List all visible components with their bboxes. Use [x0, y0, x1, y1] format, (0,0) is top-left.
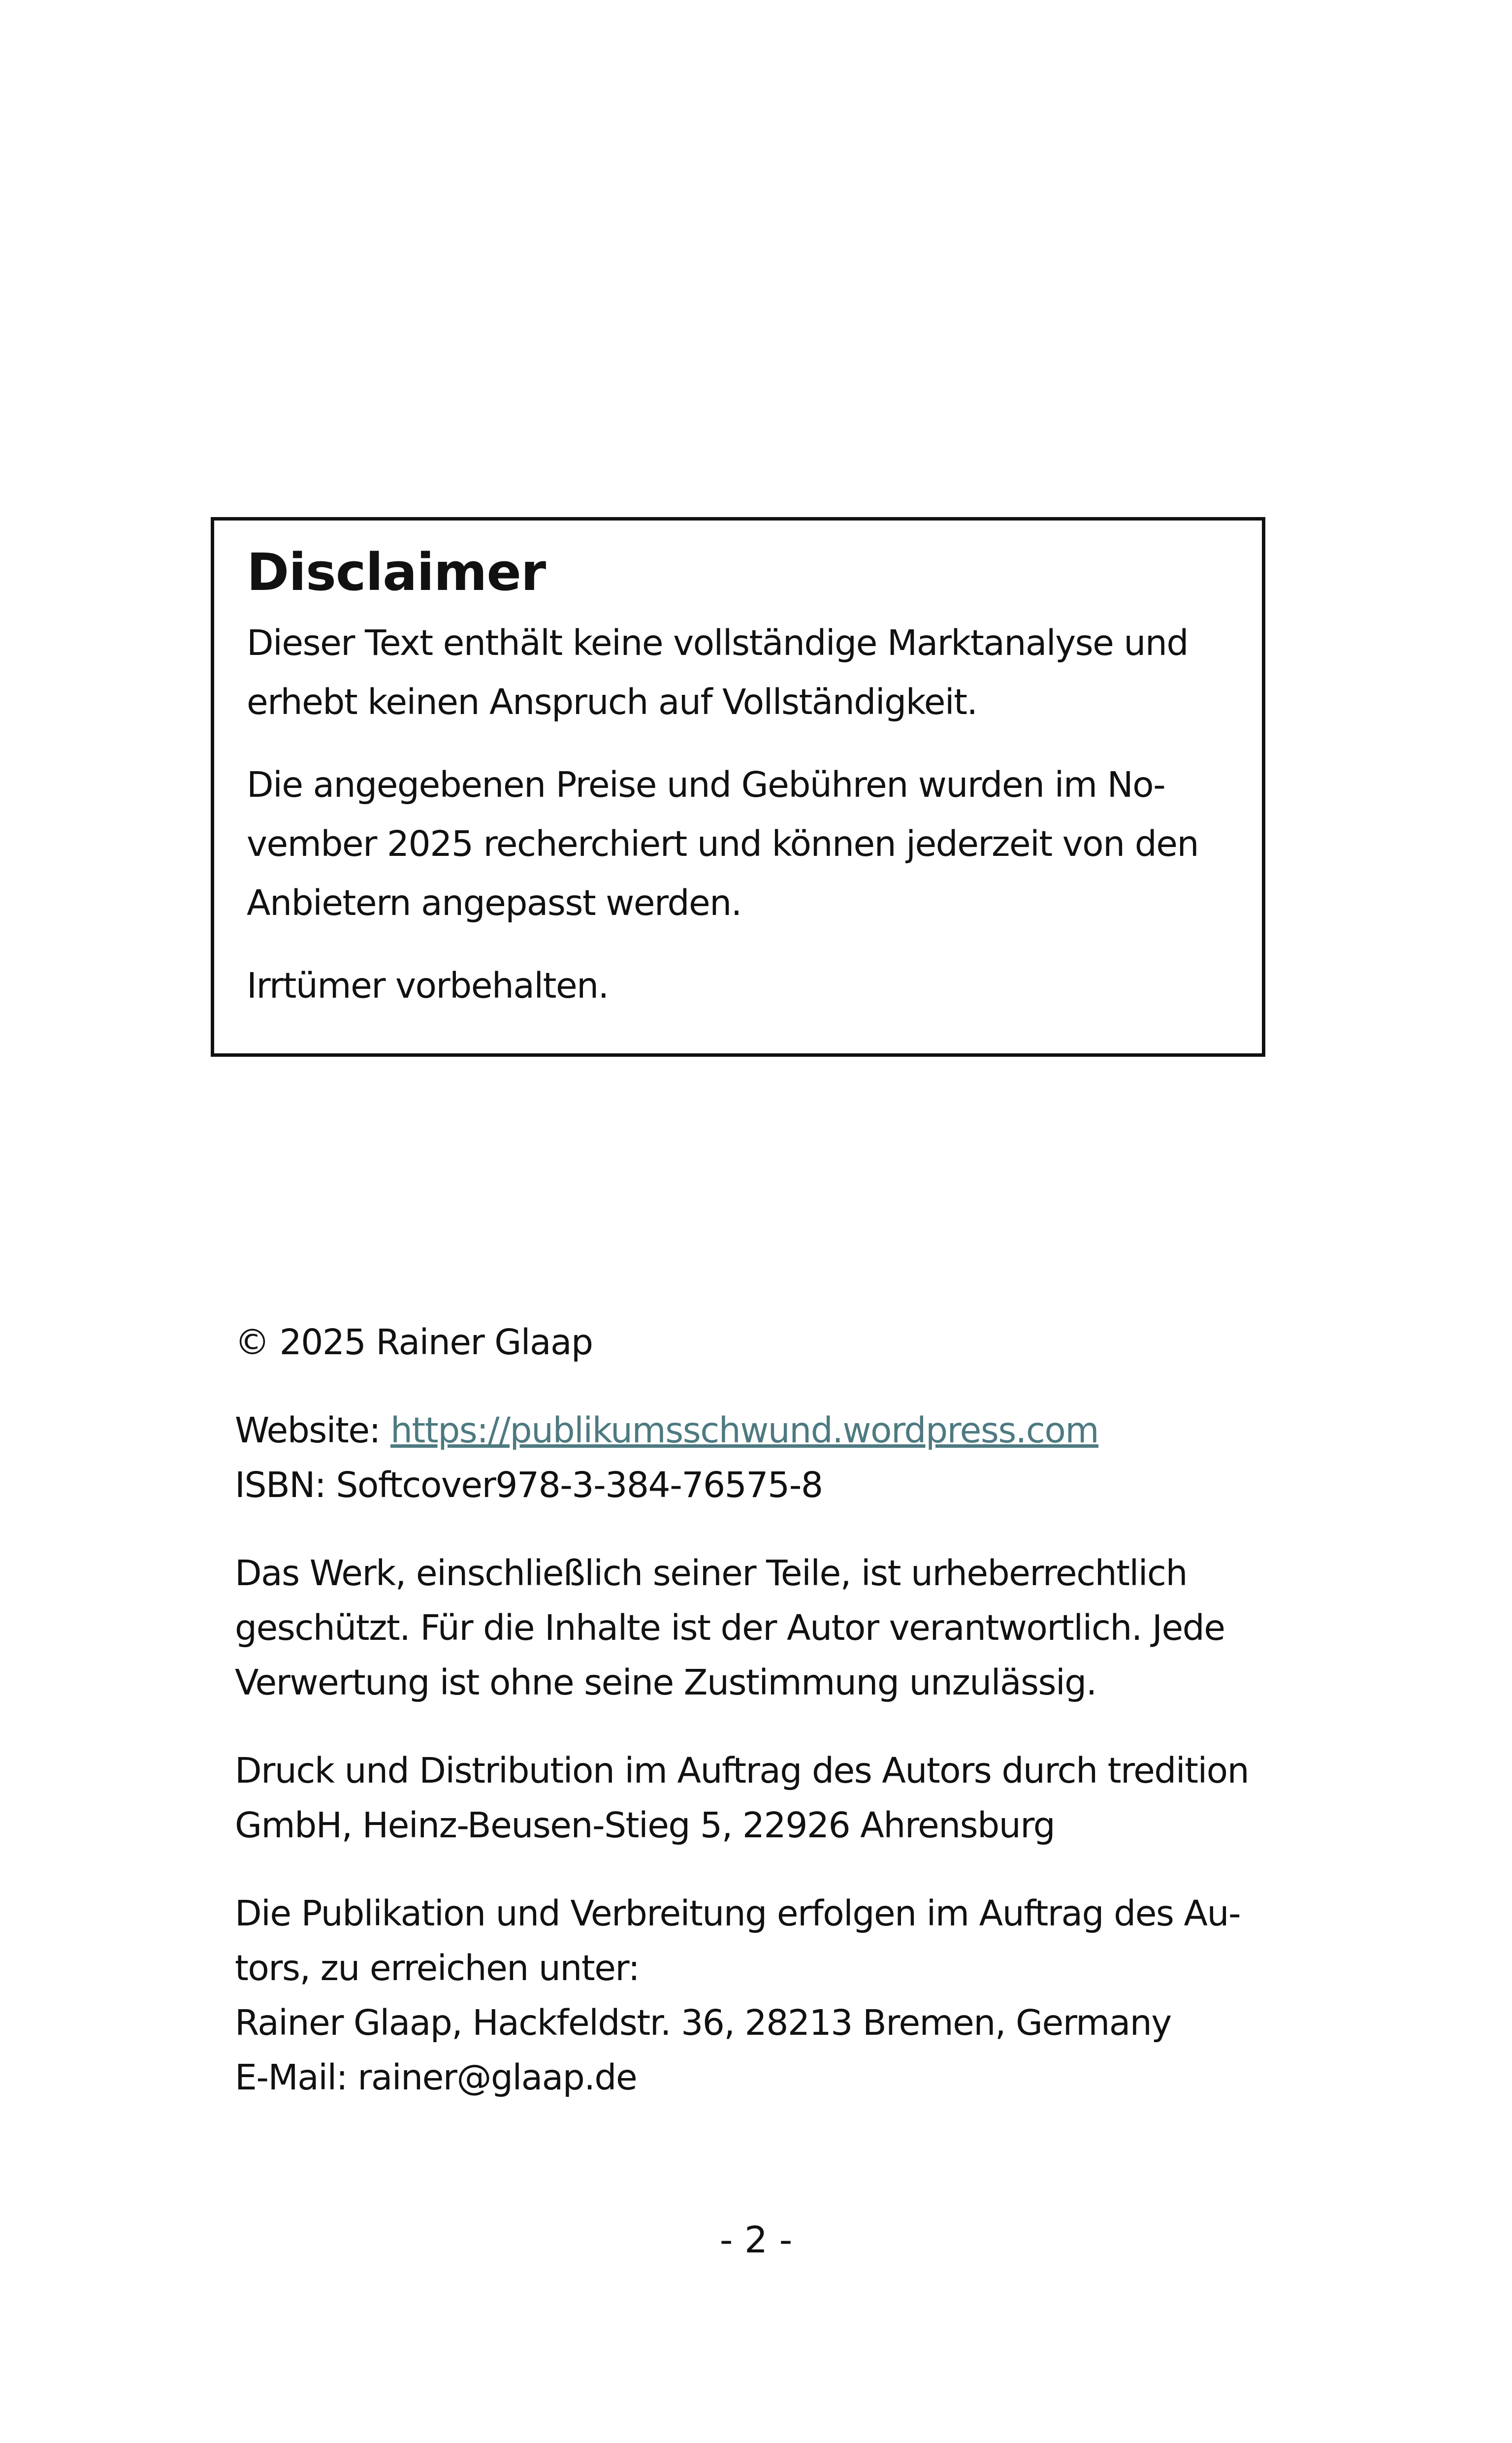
- disclaimer-paragraph-completeness: Dieser Text enthält keine vollständige Marktanalyse und erhebt keinen Anspruch auf Vollständigkeit.: [247, 622, 1188, 722]
- publication-text: Die Publikation und Verbreitung erfolgen im Auftrag des Autors, zu erreichen unter:: [235, 1893, 1241, 1988]
- imprint-section: [235, 1315, 1293, 2138]
- isbn-label: ISBN:: [235, 1465, 326, 1505]
- copyright-rights-text: Das Werk, einschließlich seiner Teile, ist urheberrechtlich geschützt. Für die Inhalte ist der Autor verantwortlich. Jede Verwertung ist ohne seine Zustimmung unzulässig.: [235, 1553, 1225, 1703]
- website-link[interactable]: https://publikumsschwund.wordpress.com: [390, 1410, 1099, 1451]
- disclaimer-paragraph-errors: Irrtümer vorbehalten.: [247, 965, 609, 1006]
- disclaimer-box: [211, 517, 1265, 1057]
- isbn-line: [235, 1458, 1293, 1512]
- distribution-text: Druck und Distribution im Auftrag des Autors durch tredition GmbH, Heinz-Beusen-Stieg 5, 22926 Ahrensburg: [235, 1750, 1249, 1846]
- copyright-notice: © 2025 Rainer Glaap: [235, 1322, 593, 1363]
- contact-block: [235, 1886, 1293, 2105]
- isbn-value: Softcover978-3-384-76575-8: [325, 1465, 823, 1505]
- website-label: Website:: [235, 1410, 391, 1451]
- page-number: - 2 -: [719, 2219, 793, 2261]
- website-line: [235, 1403, 1293, 1458]
- website-isbn-block: [235, 1403, 1293, 1512]
- disclaimer-title: Disclaimer: [247, 542, 546, 602]
- disclaimer-paragraph-prices: Die angegebenen Preise und Gebühren wurden im November 2025 recherchiert und können jederzeit von den Anbietern angepasst werden.: [247, 764, 1198, 923]
- email-line: E-Mail: rainer@glaap.de: [235, 2057, 637, 2098]
- postal-address: Rainer Glaap, Hackfeldstr. 36, 28213 Bremen, Germany: [235, 2002, 1171, 2043]
